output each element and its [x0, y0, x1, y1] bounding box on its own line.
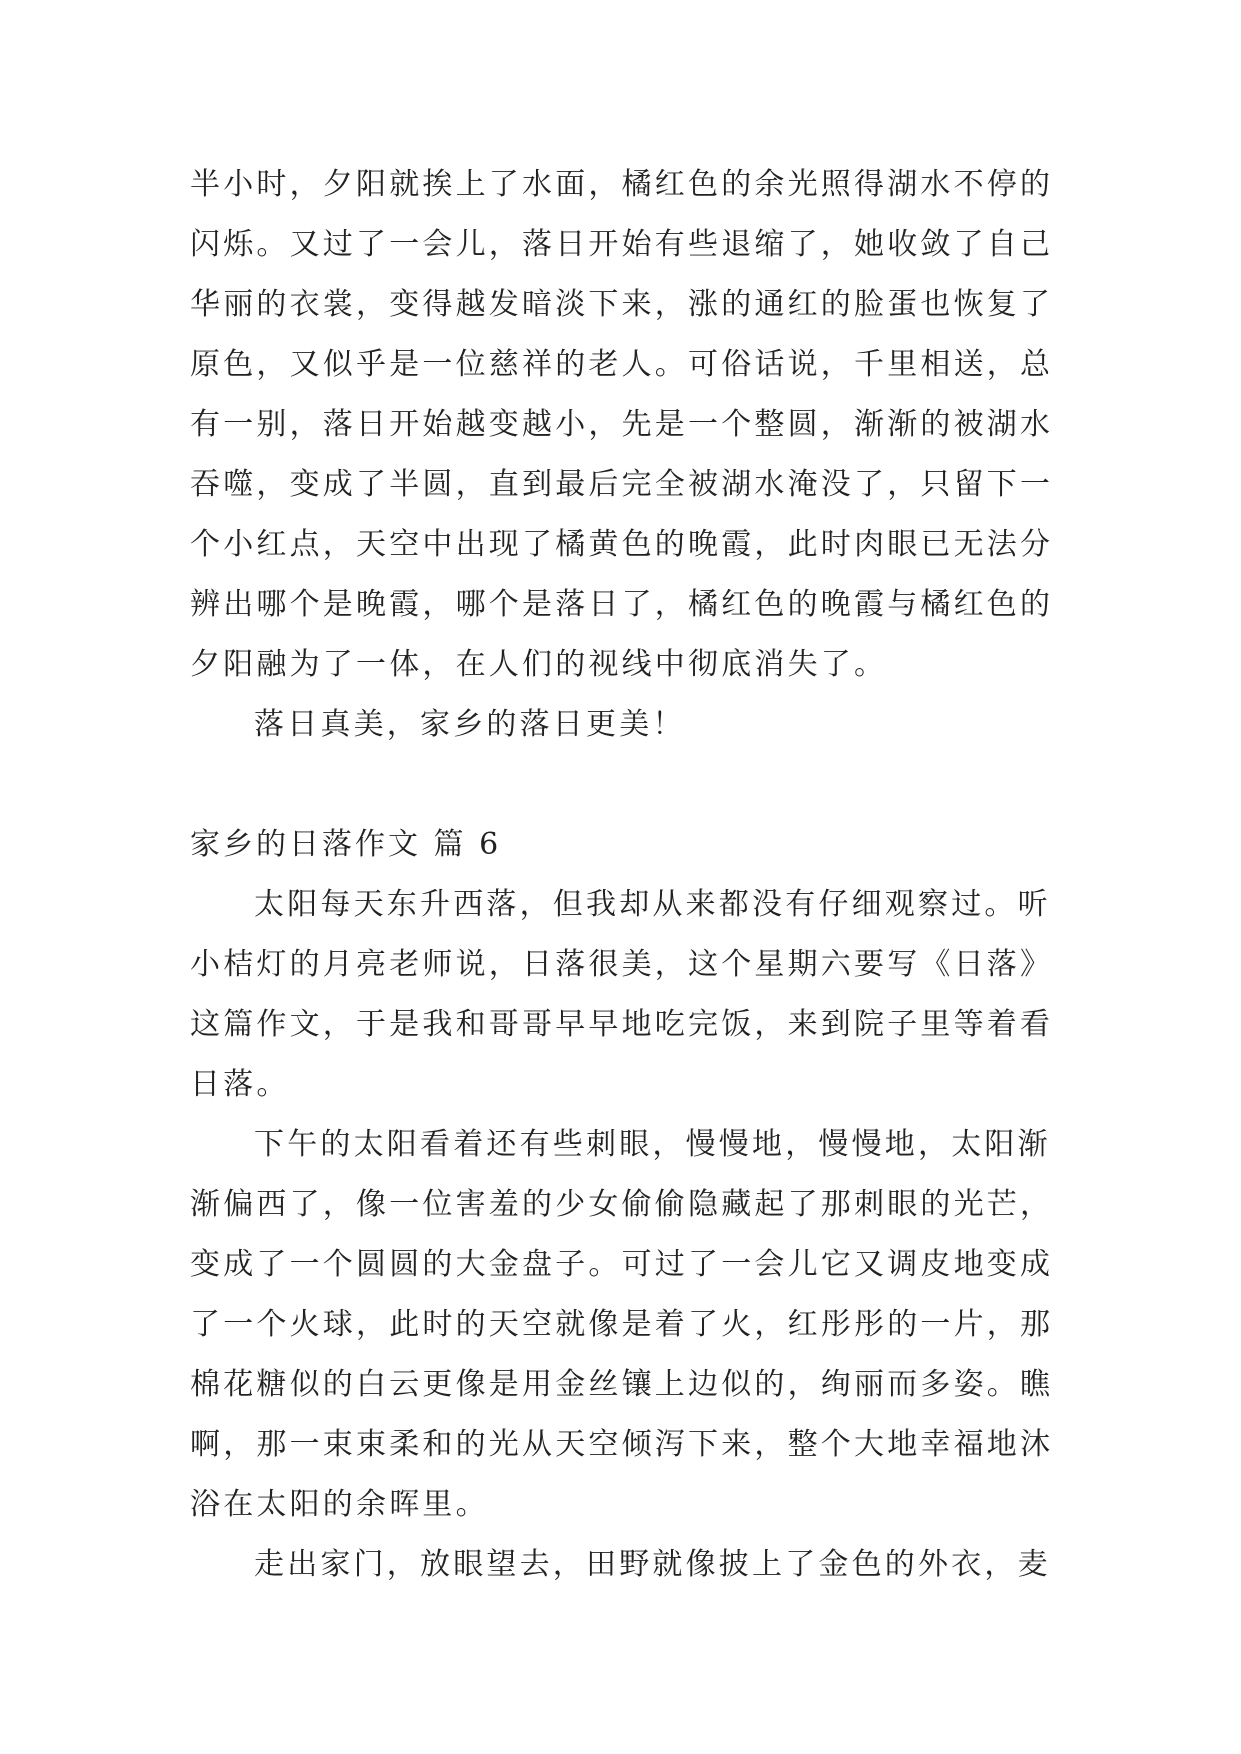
paragraph-3 [190, 1535, 1060, 1595]
paragraph-2 [190, 1115, 1060, 1535]
text-line: 下午的太阳看着还有些刺眼，慢慢地，慢慢地，太阳渐 [254, 1127, 1051, 1162]
text-line: 有一别，落日开始越变越小，先是一个整圆，渐渐的被湖水 [190, 407, 1054, 442]
text-line: 闪烁。又过了一会儿，落日开始有些退缩了，她收敛了自己 [190, 227, 1054, 262]
document-page [190, 155, 1060, 1595]
continued-paragraph [190, 155, 1060, 695]
text-line: 了一个火球，此时的天空就像是着了火，红彤彤的一片，那 [190, 1307, 1054, 1342]
section-heading: 家乡的日落作文 篇 6 [190, 827, 502, 862]
text-line: 半小时，夕阳就挨上了水面，橘红色的余光照得湖水不停的 [190, 167, 1054, 202]
text-line: 个小红点，天空中出现了橘黄色的晚霞，此时肉眼已无法分 [190, 527, 1054, 562]
text-line: 走出家门，放眼望去，田野就像披上了金色的外衣，麦 [254, 1547, 1051, 1582]
text-line: 太阳每天东升西落，但我却从来都没有仔细观察过。听 [254, 887, 1051, 922]
text-line: 原色，又似乎是一位慈祥的老人。可俗话说，千里相送，总 [190, 347, 1054, 382]
paragraph-1 [190, 875, 1060, 1115]
text-line: 渐偏西了，像一位害羞的少女偷偷隐藏起了那刺眼的光芒， [190, 1187, 1054, 1222]
text-line: 华丽的衣裳，变得越发暗淡下来，涨的通红的脸蛋也恢复了 [190, 287, 1054, 322]
text-line: 这篇作文，于是我和哥哥早早地吃完饭，来到院子里等着看 [190, 1007, 1054, 1042]
text-line: 小桔灯的月亮老师说，日落很美，这个星期六要写《日落》 [190, 947, 1054, 982]
closing-paragraph: 落日真美，家乡的落日更美！ [254, 707, 686, 742]
text-line: 夕阳融为了一体，在人们的视线中彻底消失了。 [190, 647, 888, 682]
text-line: 辨出哪个是晚霞，哪个是落日了，橘红色的晚霞与橘红色的 [190, 587, 1054, 622]
text-line: 吞噬，变成了半圆，直到最后完全被湖水淹没了，只留下一 [190, 467, 1054, 502]
text-line: 变成了一个圆圆的大金盘子。可过了一会儿它又调皮地变成 [190, 1247, 1054, 1282]
text-line: 啊，那一束束柔和的光从天空倾泻下来，整个大地幸福地沐 [190, 1427, 1054, 1462]
section-spacer [190, 755, 1060, 815]
text-line: 浴在太阳的余晖里。 [190, 1487, 489, 1522]
text-line: 日落。 [190, 1067, 290, 1102]
text-line: 棉花糖似的白云更像是用金丝镶上边似的，绚丽而多姿。瞧 [190, 1367, 1054, 1402]
